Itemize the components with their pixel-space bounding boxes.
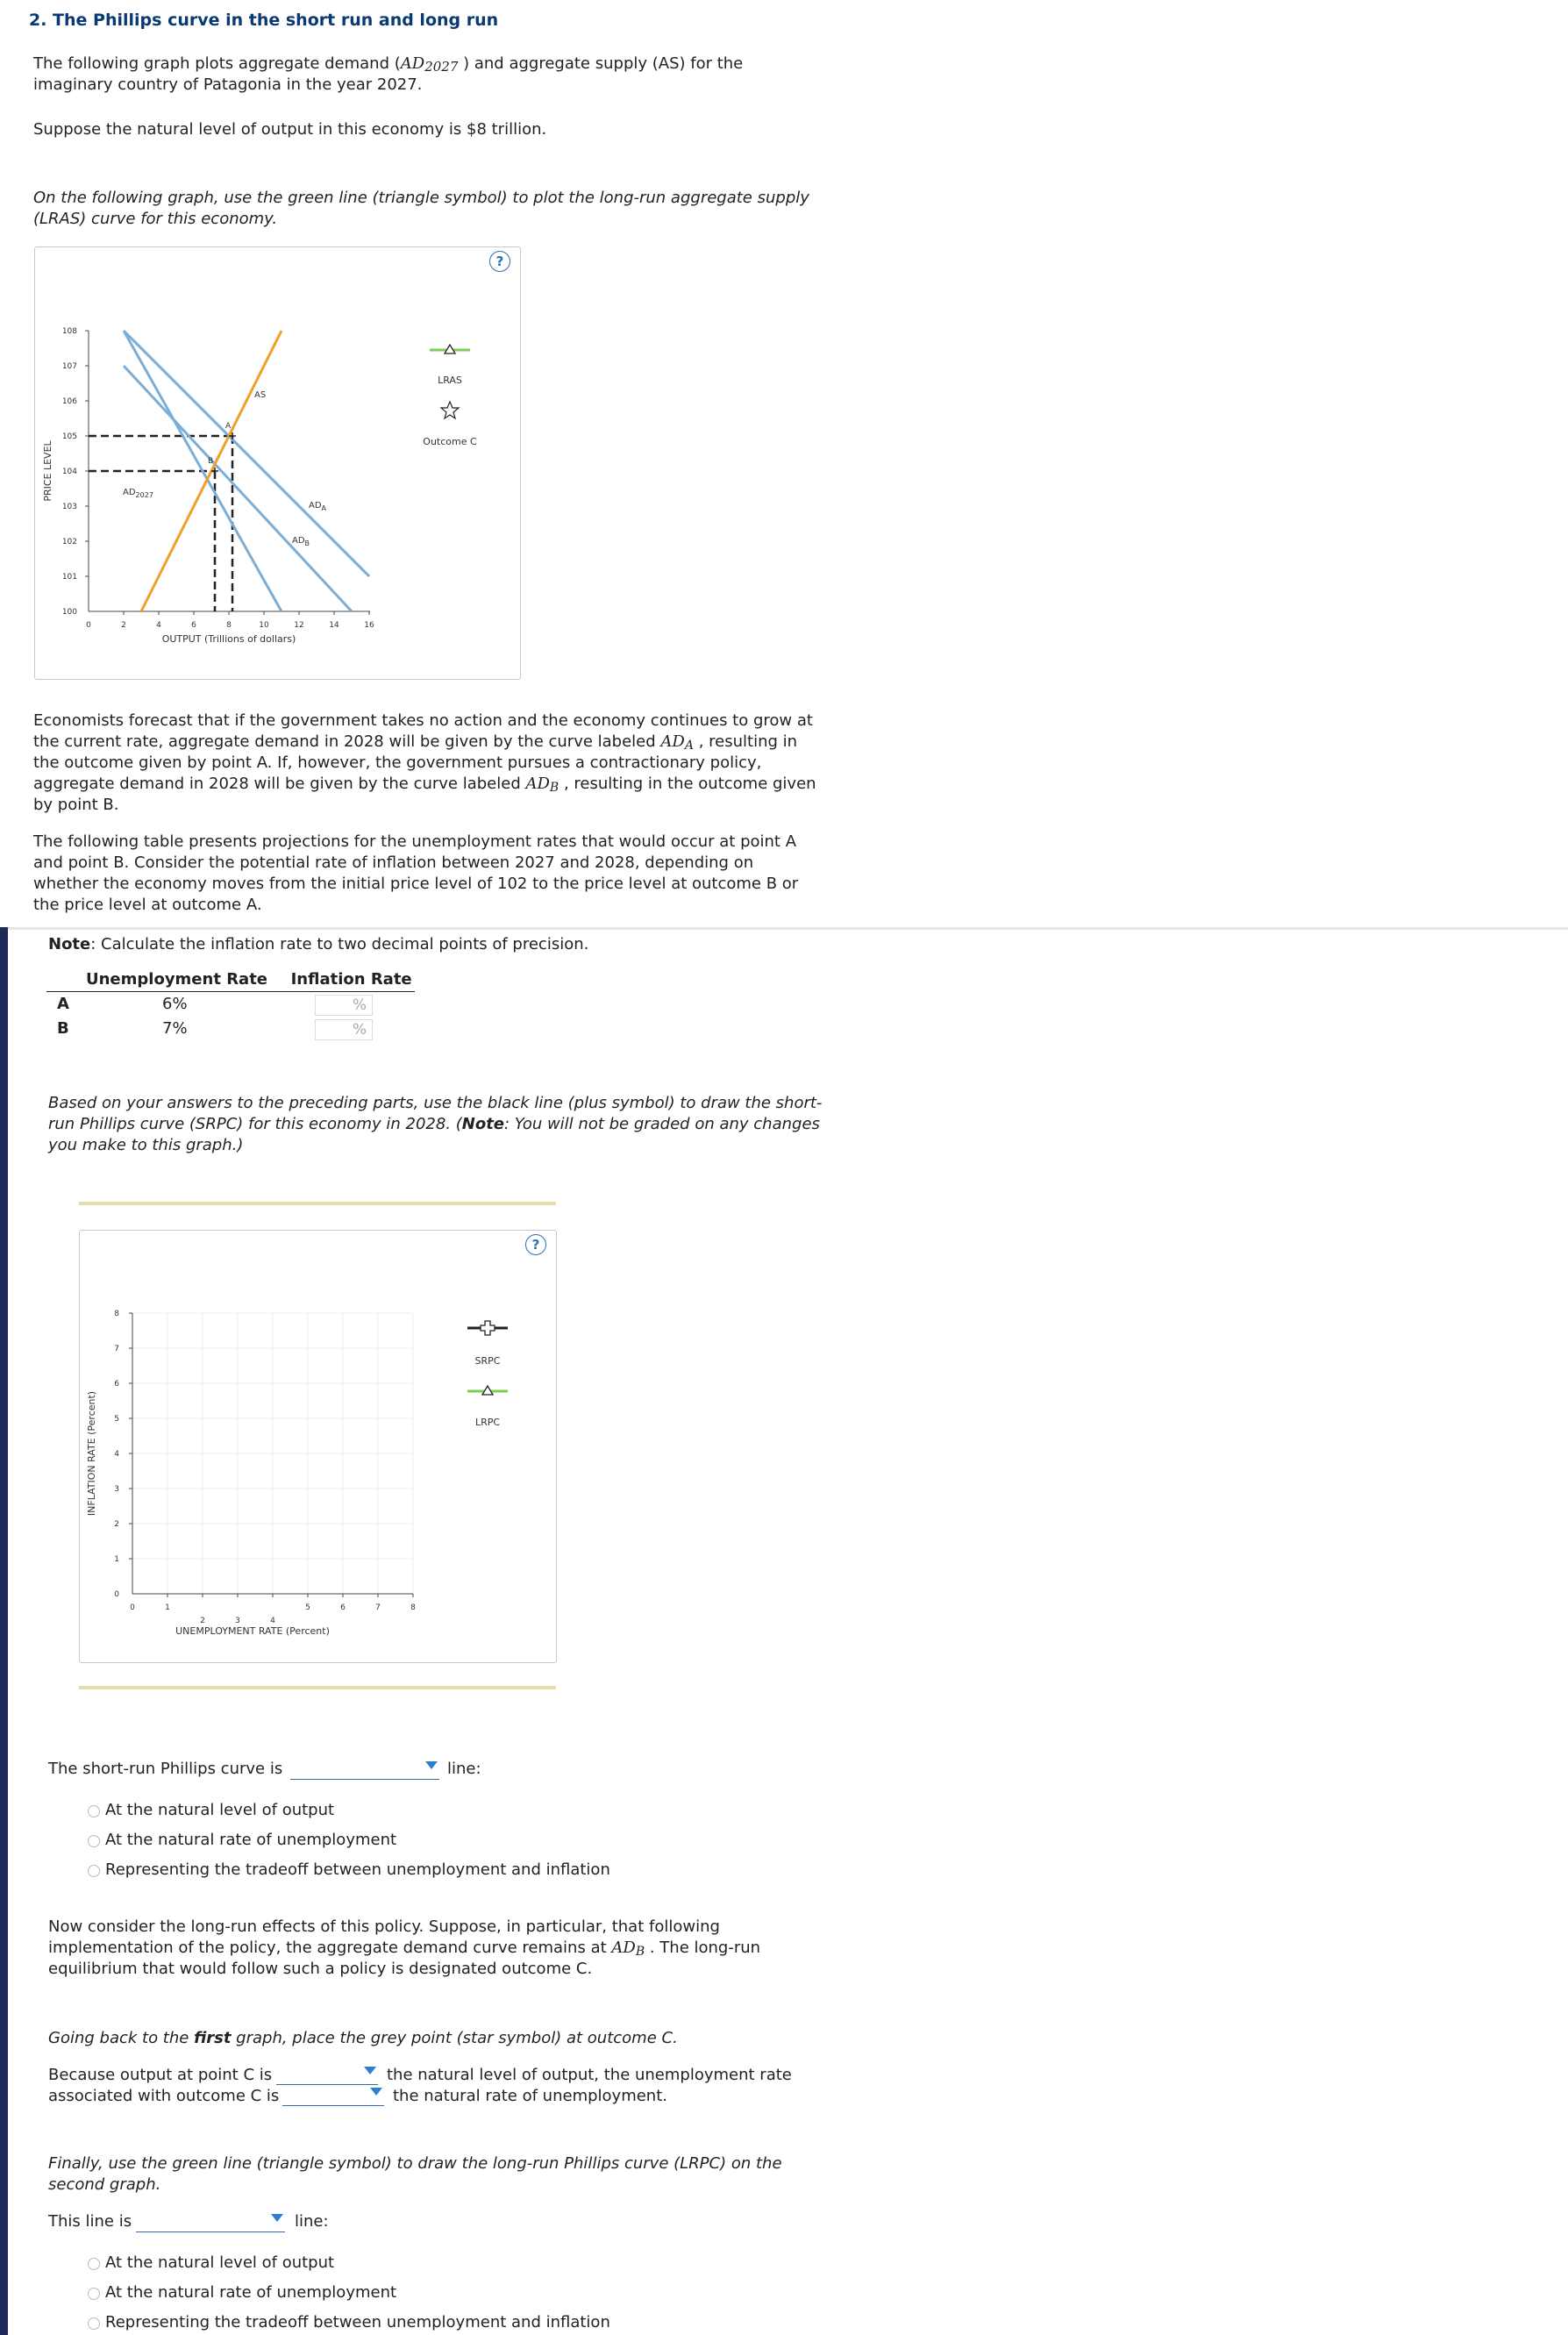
- lrpc-question-prefix: This line is: [48, 2212, 132, 2231]
- row-a-unemployment: 6%: [162, 995, 188, 1013]
- srpc-question-suffix: line:: [447, 1760, 481, 1778]
- chevron-down-icon: [425, 1761, 438, 1769]
- ad-as-graph-panel: [34, 246, 521, 680]
- x-ticks: [130, 1594, 416, 1625]
- y-tick-label: 101: [61, 573, 77, 582]
- srpc-option-3-label[interactable]: Representing the tradeoff between unemployment and inflation: [105, 1860, 610, 1879]
- because-line-1b: the natural level of output, the unemployment rate: [387, 2066, 792, 2084]
- lrpc-option-1-radio[interactable]: [88, 2258, 100, 2270]
- precision-note: Note: Calculate the inflation rate to two decimal points of precision.: [48, 935, 589, 953]
- x-tick-label: 3: [235, 1617, 240, 1625]
- question-title: 2. The Phillips curve in the short run and long run: [29, 11, 499, 30]
- x-axis-label: OUTPUT (Trillions of dollars): [161, 633, 296, 645]
- row-b-unemployment: 7%: [162, 1019, 188, 1038]
- because-line-2b: the natural rate of unemployment.: [393, 2087, 667, 2105]
- phillips-graph-panel: [79, 1230, 557, 1663]
- y-axis-label: INFLATION RATE (Percent): [86, 1390, 97, 1517]
- y-tick-label: 106: [61, 397, 77, 406]
- header-rule: [46, 991, 415, 992]
- forecast-line-2: the current rate, aggregate demand in 2028 will be given by the curve labeled ADA , resulting in: [33, 732, 798, 753]
- x-tick-label: 4: [270, 1617, 275, 1625]
- x-tick-label: 6: [191, 621, 196, 630]
- phillips-grid: [132, 1313, 413, 1594]
- ad-a-curve: [124, 331, 369, 576]
- forecast-line-5: by point B.: [33, 796, 119, 814]
- y-tick-label: 6: [114, 1380, 119, 1389]
- graph2-top-border: [79, 1202, 556, 1205]
- y-tick-label: 7: [114, 1345, 119, 1353]
- srpc-option-1-label[interactable]: At the natural level of output: [105, 1801, 335, 1819]
- inflation-input-a[interactable]: %: [315, 995, 373, 1016]
- graph1-help-icon[interactable]: ?: [489, 251, 510, 272]
- legend-outcome-label: Outcome C: [423, 436, 477, 447]
- x-tick-label: 0: [130, 1603, 135, 1612]
- intro-line-1: The following graph plots aggregate demand (AD2027 ) and aggregate supply (AS) for the: [33, 54, 744, 75]
- because-line-1a: Because output at point C is: [48, 2066, 273, 2084]
- x-tick-label: 2: [121, 621, 126, 630]
- ad2027-curve: [124, 331, 282, 611]
- y-tick-label: 107: [61, 362, 77, 371]
- table-intro-line-4: the price level at outcome A.: [33, 896, 262, 914]
- instruction-lras-2: (LRAS) curve for this economy.: [33, 210, 278, 228]
- header-unemployment: Unemployment Rate: [86, 970, 268, 989]
- forecast-line-3: the outcome given by point A. If, however, the government pursues a contractionary policy,: [33, 753, 762, 772]
- y-tick-label: 108: [61, 327, 77, 336]
- y-tick-label: 3: [114, 1485, 119, 1494]
- chevron-down-icon: [364, 2067, 376, 2074]
- legend-lras-label: LRAS: [438, 375, 462, 386]
- point-a-label: A: [225, 422, 232, 431]
- output-comparison-dropdown[interactable]: [276, 2061, 378, 2085]
- lrpc-tool[interactable]: [467, 1386, 508, 1395]
- legend-lrpc-label: LRPC: [474, 1417, 501, 1428]
- lrpc-option-2-radio[interactable]: [88, 2288, 100, 2300]
- star-icon: [441, 402, 459, 418]
- y-tick-label: 4: [114, 1450, 119, 1459]
- srpc-question-prefix: The short-run Phillips curve is: [48, 1760, 283, 1778]
- ad-a-label: $AD_A$: [309, 501, 327, 512]
- legend-srpc-label: SRPC: [474, 1355, 501, 1367]
- srpc-option-2-label[interactable]: At the natural rate of unemployment: [105, 1831, 397, 1849]
- table-intro-line-3: whether the economy moves from the initial price level of 102 to the price level at outcome B or: [33, 875, 799, 893]
- y-tick-label: 0: [114, 1590, 119, 1599]
- table-intro-line-1: The following table presents projections for the unemployment rates that would occur at point A: [33, 832, 797, 851]
- graph2-help-icon[interactable]: ?: [525, 1234, 546, 1255]
- x-ticks: [86, 611, 374, 630]
- y-tick-label: 1: [114, 1555, 119, 1564]
- natural-level-text: Suppose the natural level of output in this economy is $8 trillion.: [33, 120, 547, 139]
- srpc-instruction-3: you make to this graph.): [48, 1136, 244, 1154]
- chevron-down-icon: [370, 2088, 382, 2096]
- srpc-instruction-1: Based on your answers to the preceding parts, use the black line (plus symbol) to draw the short-: [48, 1094, 823, 1112]
- lrpc-question-suffix: line:: [295, 2212, 329, 2231]
- row-a-label: A: [57, 995, 69, 1013]
- instruction-lras-1: On the following graph, use the green line (triangle symbol) to plot the long-run aggregate supply: [33, 189, 809, 207]
- lrpc-option-2-label[interactable]: At the natural rate of unemployment: [105, 2283, 397, 2302]
- y-tick-label: 100: [61, 608, 77, 617]
- forecast-line-1: Economists forecast that if the government takes no action and the economy continues to grow at: [33, 711, 813, 730]
- srpc-tool[interactable]: [467, 1321, 508, 1335]
- table-header: [86, 970, 463, 989]
- as-label: AS: [254, 390, 267, 400]
- ad-as-graph[interactable]: [35, 247, 520, 679]
- x-tick-label: 2: [200, 1617, 205, 1625]
- y-tick-label: 8: [114, 1310, 119, 1318]
- outcome-c-instruction: Going back to the first graph, place the grey point (star symbol) at outcome C.: [48, 2029, 678, 2047]
- y-tick-label: 2: [114, 1520, 119, 1529]
- phillips-graph[interactable]: [80, 1231, 556, 1662]
- unemployment-comparison-dropdown[interactable]: [282, 2082, 384, 2106]
- y-tick-label: 103: [61, 503, 77, 511]
- y-ticks: [114, 1310, 132, 1599]
- x-tick-label: 14: [329, 621, 339, 630]
- forecast-line-4: aggregate demand in 2028 will be given by the curve labeled ADB , resulting in the outcome given: [33, 775, 816, 795]
- lrpc-option-3-radio[interactable]: [88, 2317, 100, 2330]
- lrpc-option-3-label[interactable]: Representing the tradeoff between unemployment and inflation: [105, 2313, 610, 2331]
- x-tick-label: 0: [86, 621, 91, 630]
- ad2027-label: $AD_{2027}$: [123, 488, 153, 499]
- y-tick-label: 105: [61, 432, 77, 441]
- table-intro-line-2: and point B. Consider the potential rate of inflation between 2027 and 2028, depending on: [33, 853, 754, 872]
- y-tick-label: 102: [61, 538, 77, 546]
- srpc-option-2-radio[interactable]: [88, 1835, 100, 1847]
- long-run-line-3: equilibrium that would follow such a policy is designated outcome C.: [48, 1960, 593, 1978]
- ad-b-curve: [124, 366, 352, 611]
- x-tick-label: 8: [226, 621, 232, 630]
- x-tick-label: 6: [340, 1603, 346, 1612]
- x-tick-label: 16: [364, 621, 374, 630]
- x-tick-label: 4: [156, 621, 161, 630]
- x-tick-label: 5: [305, 1603, 310, 1612]
- left-accent-bar: [0, 927, 8, 2335]
- x-tick-label: 10: [259, 621, 269, 630]
- x-axis-label: UNEMPLOYMENT RATE (Percent): [175, 1625, 330, 1637]
- lrpc-instruction-1: Finally, use the green line (triangle symbol) to draw the long-run Phillips curve (LRPC) on the: [48, 2154, 782, 2173]
- section-divider: [8, 927, 1568, 930]
- x-tick-label: 1: [165, 1603, 170, 1612]
- x-tick-label: 8: [410, 1603, 416, 1612]
- srpc-option-3-radio[interactable]: [88, 1865, 100, 1877]
- x-tick-label: 12: [294, 621, 304, 630]
- outcome-c-tool[interactable]: [441, 402, 459, 418]
- because-line-2a: associated with outcome C is: [48, 2087, 280, 2105]
- row-b-label: B: [57, 1019, 69, 1038]
- chevron-down-icon: [271, 2214, 283, 2222]
- header-inflation: Inflation Rate: [290, 970, 412, 989]
- lrpc-instruction-2: second graph.: [48, 2175, 161, 2194]
- ad-b-label: $AD_B$: [292, 536, 310, 547]
- lrpc-type-dropdown[interactable]: [136, 2209, 285, 2232]
- y-tick-label: 5: [114, 1415, 119, 1424]
- srpc-type-dropdown[interactable]: [290, 1756, 439, 1780]
- x-tick-label: 7: [375, 1603, 381, 1612]
- srpc-option-1-radio[interactable]: [88, 1805, 100, 1817]
- inflation-input-b[interactable]: %: [315, 1019, 373, 1040]
- lrpc-option-1-label[interactable]: At the natural level of output: [105, 2253, 335, 2272]
- y-axis-label: PRICE LEVEL: [42, 440, 53, 502]
- point-b-label: B: [208, 457, 214, 466]
- y-tick-label: 104: [61, 468, 77, 476]
- graph2-bottom-border: [79, 1686, 556, 1689]
- long-run-line-1: Now consider the long-run effects of this policy. Suppose, in particular, that following: [48, 1917, 720, 1936]
- srpc-instruction-2: run Phillips curve (SRPC) for this economy in 2028. (Note: You will not be graded on any changes: [48, 1115, 820, 1133]
- intro-line-2: imaginary country of Patagonia in the year 2027.: [33, 75, 423, 94]
- long-run-line-2: implementation of the policy, the aggregate demand curve remains at ADB . The long-run: [48, 1939, 761, 1959]
- lras-tool[interactable]: [430, 345, 470, 353]
- y-ticks: [62, 327, 89, 617]
